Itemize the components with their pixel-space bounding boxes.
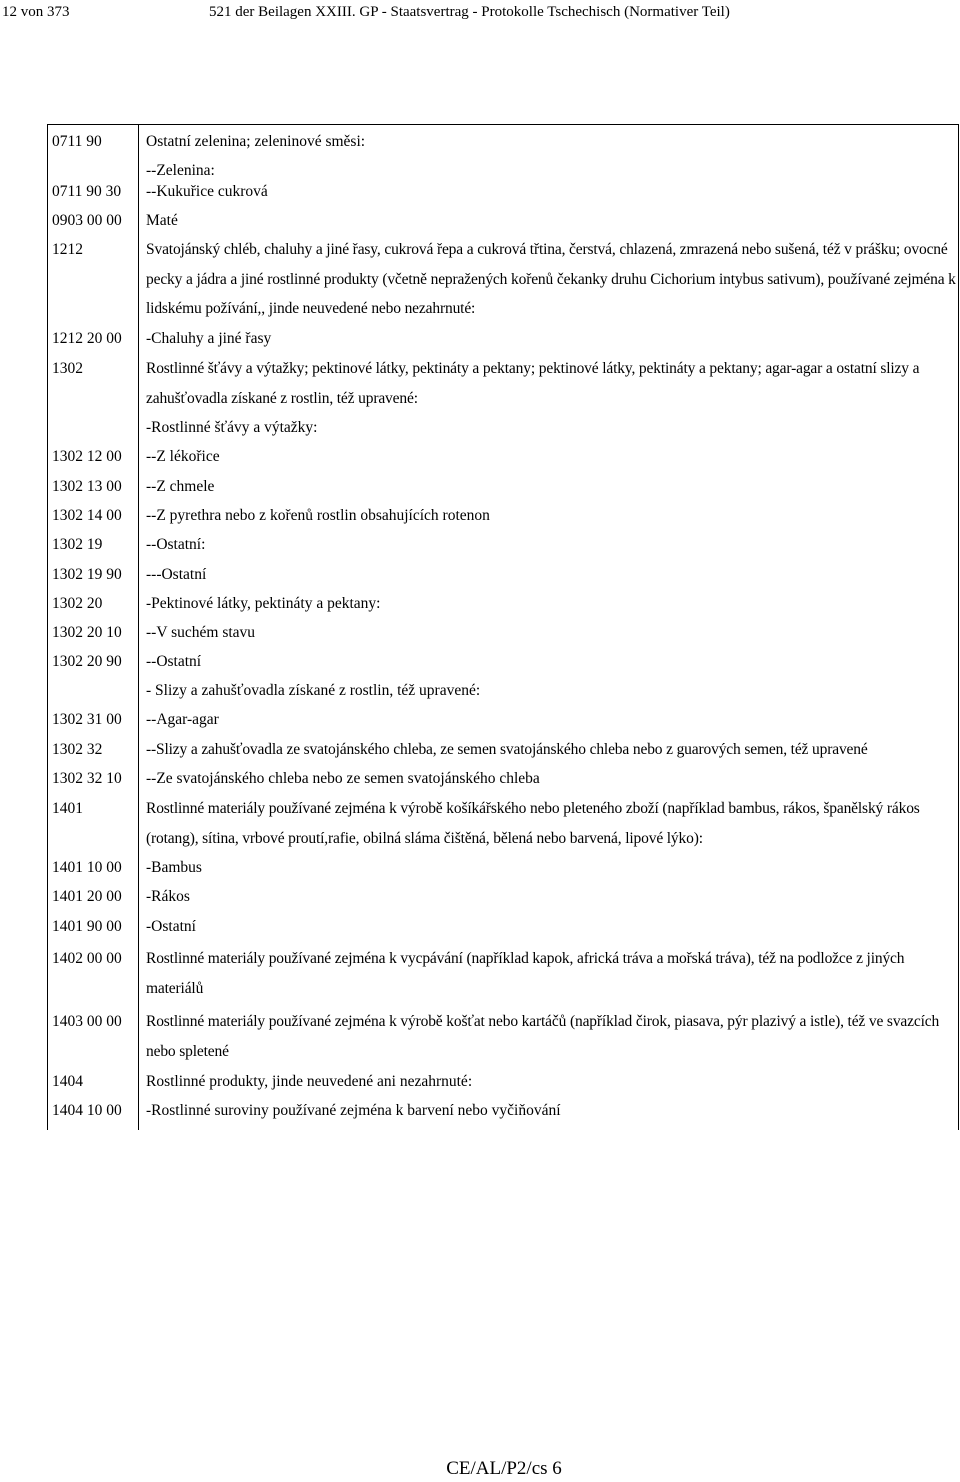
cn-code: 1302 20 10 [52, 624, 122, 641]
cn-code: 1302 20 [52, 595, 103, 612]
cn-code: 1401 [52, 800, 83, 817]
description: --Zelenina: [146, 162, 215, 179]
cn-code: 1401 20 00 [52, 888, 122, 905]
cn-code: 1404 [52, 1073, 83, 1090]
description: Rostlinné šťávy a výtažky; pektinové látky, pektináty a pektany; pektinové látky, pektináty a pektany; agar-agar a ostatní slizy a zahušťovadla získané z rostlin, též upravené: [146, 360, 920, 407]
description: Rostlinné materiály používané zejména k vycpávání (například kapok, africká tráva a mořská tráva), též na podložce z jiných materiálů [146, 950, 905, 997]
cn-code: 1302 32 [52, 741, 103, 758]
cn-code: 1302 32 10 [52, 770, 122, 787]
cn-code: 1302 14 00 [52, 507, 122, 524]
page-number: 12 von 373 [2, 4, 70, 20]
description: ---Ostatní [146, 566, 207, 583]
description: -Rákos [146, 888, 190, 905]
cn-code: 1404 10 00 [52, 1102, 122, 1119]
tariff-table [47, 124, 959, 1130]
table-column-divider [138, 124, 139, 1130]
description: --Ostatní [146, 653, 202, 670]
document-title: 521 der Beilagen XXIII. GP - Staatsvertrag - Protokolle Tschechisch (Normativer Teil) [209, 4, 730, 20]
description: --Ostatní: [146, 536, 206, 553]
description: -Ostatní [146, 918, 196, 935]
cn-code: 1302 19 90 [52, 566, 122, 583]
description: -Chaluhy a jiné řasy [146, 330, 272, 347]
cn-code: 1302 31 00 [52, 711, 122, 728]
description: --Agar-agar [146, 711, 219, 728]
description: -Pektinové látky, pektináty a pektany: [146, 595, 381, 612]
table-border-left [47, 124, 48, 1130]
description: --Z lékořice [146, 448, 220, 465]
description: Rostlinné materiály používané zejména k výrobě košťat nebo kartáčů (například čirok, piasava, pýr plazivý a istle), též ve svazcích nebo spletené [146, 1013, 940, 1060]
cn-code: 1302 12 00 [52, 448, 122, 465]
table-border-right [958, 124, 959, 1130]
cn-code: 1401 10 00 [52, 859, 122, 876]
cn-code: 1401 90 00 [52, 918, 122, 935]
description: Ostatní zelenina; zeleninové směsi: [146, 133, 366, 150]
cn-code: 0903 00 00 [52, 212, 122, 229]
cn-code: 1302 19 [52, 536, 103, 553]
cn-code: 1402 00 00 [52, 950, 122, 967]
document-reference: CE/AL/P2/cs 6 [446, 1458, 562, 1479]
description: Rostlinné materiály používané zejména k výrobě košíkářského nebo pleteného zboží (například bambus, rákos, španělský rákos (rotang), sítina, vrbové proutí,rafie, obilná sláma čištěná, bělená nebo barvená, lipové lýko): [146, 800, 920, 847]
cn-code: 1302 13 00 [52, 478, 122, 495]
cn-code: 0711 90 30 [52, 183, 122, 200]
page-header [2, 2, 958, 22]
description: --Z chmele [146, 478, 215, 495]
description: - Slizy a zahušťovadla získané z rostlin, též upravené: [146, 682, 481, 699]
cn-code: 1403 00 00 [52, 1013, 122, 1030]
description: -Rostlinné suroviny používané zejména k barvení nebo vyčiňování [146, 1102, 561, 1119]
cn-code: 1212 [52, 241, 83, 258]
table-top-rule-left [47, 124, 143, 125]
description: Rostlinné produkty, jinde neuvedené ani nezahrnuté: [146, 1073, 473, 1090]
description: --Slizy a zahušťovadla ze svatojánského chleba, ze semen svatojánského chleba nebo z guarových semen, též upravené [146, 741, 868, 758]
cn-code: 0711 90 [52, 133, 102, 150]
cn-code: 1302 20 90 [52, 653, 122, 670]
description: --Z pyrethra nebo z kořenů rostlin obsahujících rotenon [146, 507, 490, 524]
description: --Ze svatojánského chleba nebo ze semen svatojánského chleba [146, 770, 540, 787]
cn-code: 1212 20 00 [52, 330, 122, 347]
table-top-rule-right [139, 124, 959, 125]
description: Maté [146, 212, 178, 229]
description: Svatojánský chléb, chaluhy a jiné řasy, cukrová řepa a cukrová třtina, čerstvá, chlazená, zmrazená nebo sušená, též v prášku; ovocné pecky a jádra a jiné rostlinné produkty (včetně nepražených kořenů čekanky druhu Cichorium intybus sativum), používané zejména k lidskému požívání,, jinde neuvedené nebo nezahrnuté: [146, 241, 956, 317]
description: -Rostlinné šťávy a výtažky: [146, 419, 318, 436]
description: -Bambus [146, 859, 202, 876]
description: --Kukuřice cukrová [146, 183, 268, 200]
cn-code: 1302 [52, 360, 83, 377]
description: --V suchém stavu [146, 624, 256, 641]
page-footer [0, 1458, 960, 1480]
